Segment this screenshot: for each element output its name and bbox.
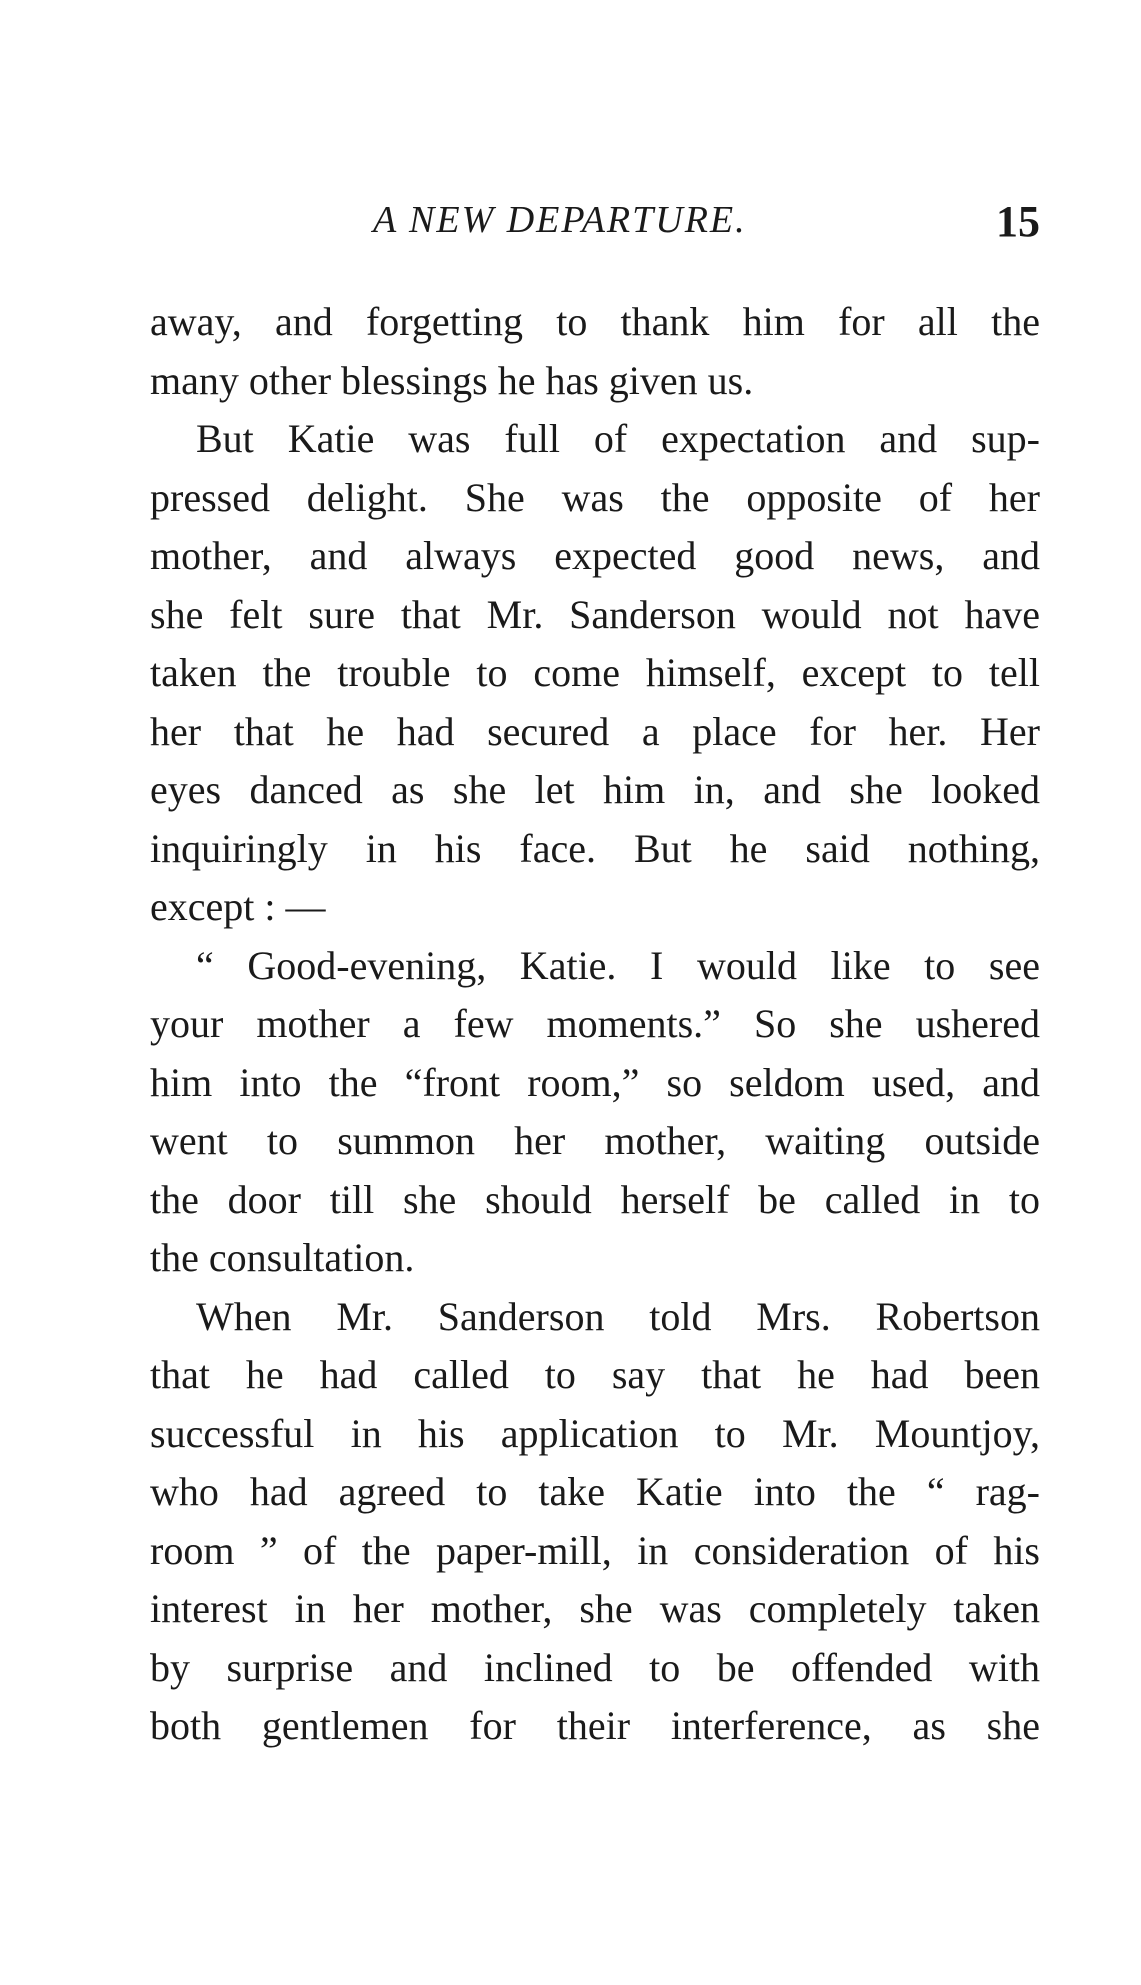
- text-line: “ Good-evening, Katie. I would like to see: [196, 942, 1040, 988]
- text-line: him into the “front room,” so seldom used, and: [150, 1059, 1040, 1105]
- text-line: your mother a few moments.” So she ushered: [150, 1001, 1040, 1046]
- text-line: many other blessings he has given us.: [150, 357, 754, 403]
- text-line: mother, and always expected good news, and: [150, 533, 1040, 578]
- text-line: taken the trouble to come himself, except to tell: [150, 650, 1040, 695]
- text-line: away, and forgetting to thank him for all the: [150, 299, 1040, 344]
- text-line: the consultation.: [150, 1235, 415, 1280]
- body-text: [150, 293, 1040, 1756]
- text-line: eyes danced as she let him in, and she looked: [150, 767, 1040, 812]
- text-line: she felt sure that Mr. Sanderson would not have: [150, 591, 1040, 637]
- text-line: room ” of the paper-mill, in consideration of his: [150, 1527, 1040, 1573]
- text-line: went to summon her mother, waiting outside: [150, 1118, 1040, 1163]
- text-line: successful in his application to Mr. Mountjoy,: [150, 1410, 1040, 1456]
- text-line: pressed delight. She was the opposite of her: [150, 474, 1040, 520]
- text-line: by surprise and inclined to be offended with: [150, 1644, 1040, 1690]
- text-line: the door till she should herself be called in to: [150, 1176, 1040, 1222]
- text-line: except : —: [150, 884, 326, 929]
- running-head: [150, 198, 1040, 258]
- text-line: But Katie was full of expectation and sup-: [196, 416, 1040, 461]
- text-line: that he had called to say that he had been: [150, 1352, 1040, 1397]
- text-line: both gentlemen for their interference, as she: [150, 1703, 1040, 1748]
- text-line: her that he had secured a place for her. Her: [150, 708, 1040, 754]
- text-line: interest in her mother, she was completely taken: [150, 1586, 1040, 1631]
- running-title: A NEW DEPARTURE.: [373, 199, 747, 241]
- text-line: inquiringly in his face. But he said nothing,: [150, 825, 1040, 871]
- page-number: 15: [996, 197, 1040, 246]
- text-line: When Mr. Sanderson told Mrs. Robertson: [196, 1293, 1040, 1339]
- text-line: who had agreed to take Katie into the “ rag-: [150, 1469, 1040, 1514]
